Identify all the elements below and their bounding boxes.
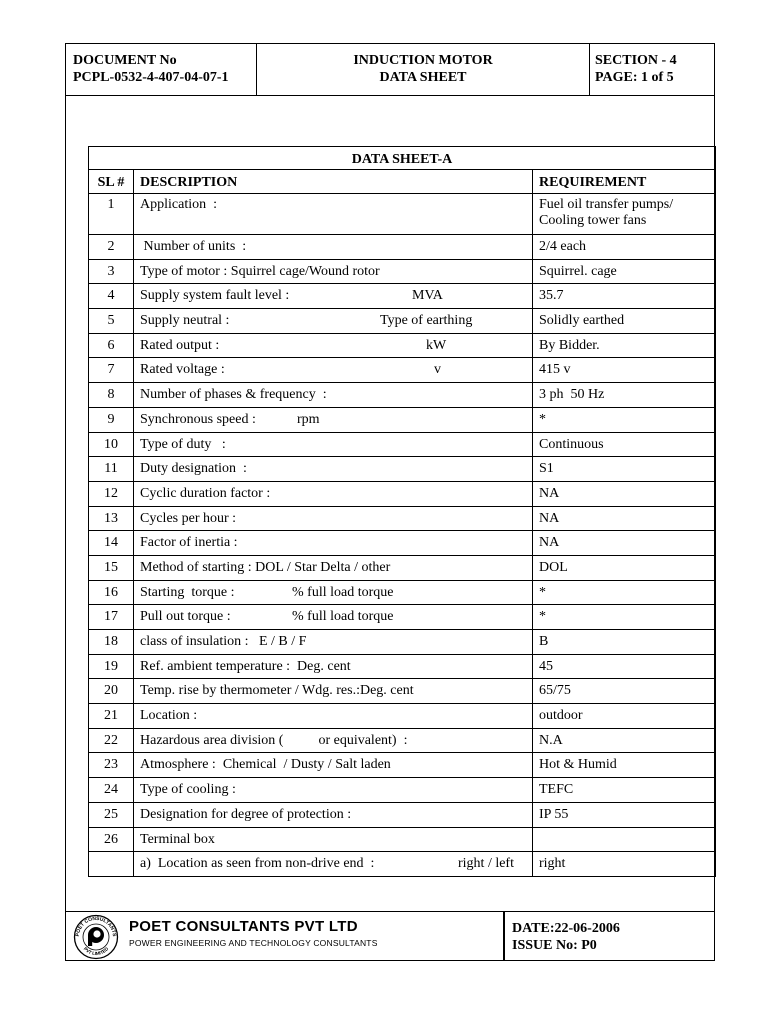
row-description: Atmosphere : Chemical / Dusty / Salt laden: [140, 757, 391, 773]
document-footer: [65, 911, 715, 961]
row-description: Designation for degree of protection :: [140, 806, 352, 822]
row-description-unit: v: [434, 362, 441, 378]
table-row: [89, 679, 716, 704]
row-description: Synchronous speed :: [140, 411, 256, 427]
row-requirement-cell: [533, 555, 716, 580]
row-requirement: Hot & Humid: [539, 757, 617, 773]
row-description: Supply neutral :: [140, 313, 230, 329]
table-row: [89, 194, 716, 235]
table-row: [89, 704, 716, 729]
row-requirement-cell: [533, 284, 716, 309]
document-number: PCPL-0532-4-407-04-07-1: [73, 70, 229, 85]
row-description-cell: [134, 580, 533, 605]
row-sl-number: 10: [89, 432, 134, 457]
document-title-line2: DATA SHEET: [379, 70, 467, 85]
row-sl-number: 15: [89, 555, 134, 580]
table-row: [89, 235, 716, 260]
row-description-unit: MVA: [412, 288, 443, 304]
row-sl-number: 22: [89, 728, 134, 753]
row-description: a) Location as seen from non-drive end :: [140, 856, 375, 872]
row-description: Supply system fault level :: [140, 288, 290, 304]
row-description: class of insulation : E / B / F: [140, 634, 307, 649]
row-requirement-cell: [533, 333, 716, 358]
table-title: DATA SHEET-A: [89, 147, 716, 170]
row-requirement-cell: [533, 630, 716, 655]
row-description-cell: [134, 555, 533, 580]
table-row: [89, 827, 716, 852]
table-row: [89, 457, 716, 482]
row-requirement: 2/4 each: [539, 239, 587, 254]
row-description: Rated voltage :: [140, 362, 225, 378]
row-sl-number: 16: [89, 580, 134, 605]
row-requirement: NA: [539, 535, 560, 551]
row-sl-number: 13: [89, 506, 134, 531]
table-row: [89, 654, 716, 679]
section-page-cell: [590, 43, 715, 95]
table-row: [89, 605, 716, 630]
row-requirement: 3 ph 50 Hz: [539, 387, 605, 403]
row-description: Temp. rise by thermometer / Wdg. res.:Deg. cent: [140, 683, 414, 699]
row-description-cell: [134, 630, 533, 655]
row-description: Cycles per hour :: [140, 510, 237, 526]
row-description-cell: [134, 481, 533, 506]
row-description-cell: [134, 235, 533, 260]
row-requirement-cell: [533, 679, 716, 704]
table-row: [89, 778, 716, 803]
row-requirement-cell: [533, 194, 716, 235]
row-description-cell: [134, 457, 533, 482]
row-requirement-cell: [533, 235, 716, 260]
row-requirement: NA: [539, 510, 560, 526]
company-name: POET CONSULTANTS PVT LTD: [129, 918, 358, 935]
row-requirement: outdoor: [539, 708, 583, 724]
table-row: [89, 506, 716, 531]
row-sl-number: 25: [89, 802, 134, 827]
row-requirement-cell: [533, 852, 716, 877]
row-description: Starting torque :: [140, 584, 235, 600]
row-requirement-cell: [533, 383, 716, 408]
row-description: Application :: [140, 197, 217, 212]
row-sl-number: 14: [89, 531, 134, 556]
row-requirement: IP 55: [539, 806, 569, 822]
document-header: [65, 43, 715, 96]
row-requirement: Fuel oil transfer pumps/: [539, 197, 674, 212]
row-sl-number: 11: [89, 457, 134, 482]
row-description-unit: Type of earthing: [380, 313, 473, 329]
row-sl-number: 1: [89, 194, 134, 235]
row-requirement-cell: [533, 481, 716, 506]
table-row: [89, 383, 716, 408]
row-description: Pull out torque :: [140, 609, 231, 625]
table-row: [89, 432, 716, 457]
row-description-cell: [134, 259, 533, 284]
row-requirement-cell: [533, 605, 716, 630]
row-requirement-cell: [533, 432, 716, 457]
row-requirement: Solidly earthed: [539, 313, 625, 329]
table-row: [89, 531, 716, 556]
row-description-unit: right / left: [458, 856, 514, 872]
row-requirement: B: [539, 634, 549, 649]
row-description-cell: [134, 654, 533, 679]
row-sl-number: [89, 852, 134, 877]
row-description: Number of units :: [140, 239, 247, 254]
table-row: [89, 284, 716, 309]
row-requirement: 45: [539, 658, 553, 674]
row-description: Rated output :: [140, 337, 220, 353]
row-requirement: S1: [539, 461, 554, 477]
row-requirement-cell: [533, 778, 716, 803]
row-description-unit: kW: [426, 337, 447, 353]
row-requirement-cell: [533, 457, 716, 482]
row-description-cell: [134, 284, 533, 309]
row-requirement: 35.7: [539, 288, 564, 304]
row-sl-number: 7: [89, 358, 134, 383]
row-description-cell: [134, 753, 533, 778]
row-requirement: *: [539, 609, 546, 625]
row-requirement: TEFC: [539, 782, 574, 798]
footer-divider: [503, 912, 505, 960]
date-issue-block: [512, 920, 620, 954]
document-title-cell: [257, 43, 590, 95]
row-description: Type of cooling :: [140, 782, 236, 798]
row-requirement: DOL: [539, 559, 568, 575]
table-row: [89, 333, 716, 358]
row-sl-number: 17: [89, 605, 134, 630]
table-row: [89, 407, 716, 432]
row-sl-number: 8: [89, 383, 134, 408]
row-description: Number of phases & frequency :: [140, 387, 327, 403]
page-label: PAGE: 1 of 5: [595, 70, 674, 85]
column-header-requirement: REQUIREMENT: [533, 170, 716, 194]
row-description-cell: [134, 605, 533, 630]
column-header-description: DESCRIPTION: [134, 170, 533, 194]
row-description-cell: [134, 309, 533, 334]
row-description-cell: [134, 531, 533, 556]
row-description: Terminal box: [140, 831, 215, 847]
row-description: Type of motor : Squirrel cage/Wound rotor: [140, 263, 380, 279]
row-requirement: N.A: [539, 732, 563, 748]
row-description-unit: % full load torque: [292, 609, 394, 625]
row-description-unit: rpm: [297, 411, 320, 427]
row-description-cell: [134, 679, 533, 704]
row-description-unit: % full load torque: [292, 584, 394, 600]
table-row: [89, 555, 716, 580]
company-tagline: POWER ENGINEERING AND TECHNOLOGY CONSULTANTS: [129, 938, 378, 948]
table-row: [89, 753, 716, 778]
row-description: Factor of inertia :: [140, 535, 238, 551]
row-sl-number: 24: [89, 778, 134, 803]
row-sl-number: 26: [89, 827, 134, 852]
row-requirement: Continuous: [539, 436, 604, 452]
document-title-line1: INDUCTION MOTOR: [353, 53, 493, 68]
row-sl-number: 5: [89, 309, 134, 334]
row-description-cell: [134, 333, 533, 358]
row-description: Type of duty :: [140, 436, 226, 452]
row-description-cell: [134, 728, 533, 753]
row-requirement-cell: [533, 506, 716, 531]
row-requirement: 65/75: [539, 683, 571, 699]
issue-number: ISSUE No: P0: [512, 938, 597, 953]
row-sl-number: 9: [89, 407, 134, 432]
row-description: Duty designation :: [140, 461, 247, 477]
row-requirement-cell: [533, 704, 716, 729]
row-requirement-cell: [533, 753, 716, 778]
row-description-cell: [134, 852, 533, 877]
row-description-cell: [134, 407, 533, 432]
logo-text-bottom: PVT LIMITED: [82, 946, 110, 957]
row-sl-number: 21: [89, 704, 134, 729]
table-row: [89, 358, 716, 383]
table-row: [89, 728, 716, 753]
row-requirement-cell: [533, 259, 716, 284]
row-requirement-cell: [533, 531, 716, 556]
row-sl-number: 6: [89, 333, 134, 358]
row-requirement-cell: [533, 580, 716, 605]
row-description-cell: [134, 704, 533, 729]
row-requirement-cell: [533, 407, 716, 432]
row-description: Ref. ambient temperature : Deg. cent: [140, 658, 351, 674]
table-body: [89, 194, 716, 877]
column-header-sl: SL #: [89, 170, 134, 194]
row-requirement: *: [539, 584, 546, 600]
svg-text:PVT LIMITED: [83, 946, 110, 956]
row-description-cell: [134, 827, 533, 852]
table-row: [89, 259, 716, 284]
logo-text-top: POET CONSULTANTS: [74, 915, 118, 937]
row-description-cell: [134, 383, 533, 408]
document-number-label: DOCUMENT No: [73, 53, 177, 68]
row-requirement: NA: [539, 485, 560, 501]
row-requirement-cell: [533, 654, 716, 679]
row-sl-number: 12: [89, 481, 134, 506]
row-requirement: By Bidder.: [539, 337, 600, 353]
company-block: [129, 918, 378, 949]
table-row: [89, 309, 716, 334]
row-sl-number: 4: [89, 284, 134, 309]
row-description-cell: [134, 802, 533, 827]
row-description: Hazardous area division ( or equivalent) :: [140, 732, 408, 748]
row-sl-number: 19: [89, 654, 134, 679]
row-description: Location :: [140, 708, 198, 724]
row-description: Cyclic duration factor :: [140, 485, 271, 501]
table-row: [89, 630, 716, 655]
row-description-cell: [134, 778, 533, 803]
row-sl-number: 18: [89, 630, 134, 655]
row-requirement: right: [539, 856, 566, 872]
row-requirement-line2: Cooling tower fans: [539, 213, 647, 228]
row-requirement: *: [539, 411, 546, 427]
company-seal-logo-icon: [73, 914, 119, 960]
row-requirement-cell: [533, 728, 716, 753]
table-row: [89, 481, 716, 506]
table-row: [89, 580, 716, 605]
row-description-cell: [134, 358, 533, 383]
row-description: Method of starting : DOL / Star Delta / other: [140, 559, 391, 575]
section-label: SECTION - 4: [595, 53, 677, 68]
table-row: [89, 852, 716, 877]
row-requirement: 415 v: [539, 362, 571, 378]
table-row: [89, 802, 716, 827]
row-sl-number: 23: [89, 753, 134, 778]
row-requirement-cell: [533, 802, 716, 827]
row-sl-number: 3: [89, 259, 134, 284]
row-requirement-cell: [533, 827, 716, 852]
row-requirement: Squirrel. cage: [539, 263, 617, 279]
row-description-cell: [134, 432, 533, 457]
data-sheet-table: [88, 146, 716, 877]
row-requirement-cell: [533, 358, 716, 383]
row-description-cell: [134, 506, 533, 531]
document-number-cell: [65, 43, 257, 95]
row-sl-number: 2: [89, 235, 134, 260]
issue-date: DATE:22-06-2006: [512, 921, 620, 936]
row-sl-number: 20: [89, 679, 134, 704]
row-description-cell: [134, 194, 533, 235]
row-requirement-cell: [533, 309, 716, 334]
